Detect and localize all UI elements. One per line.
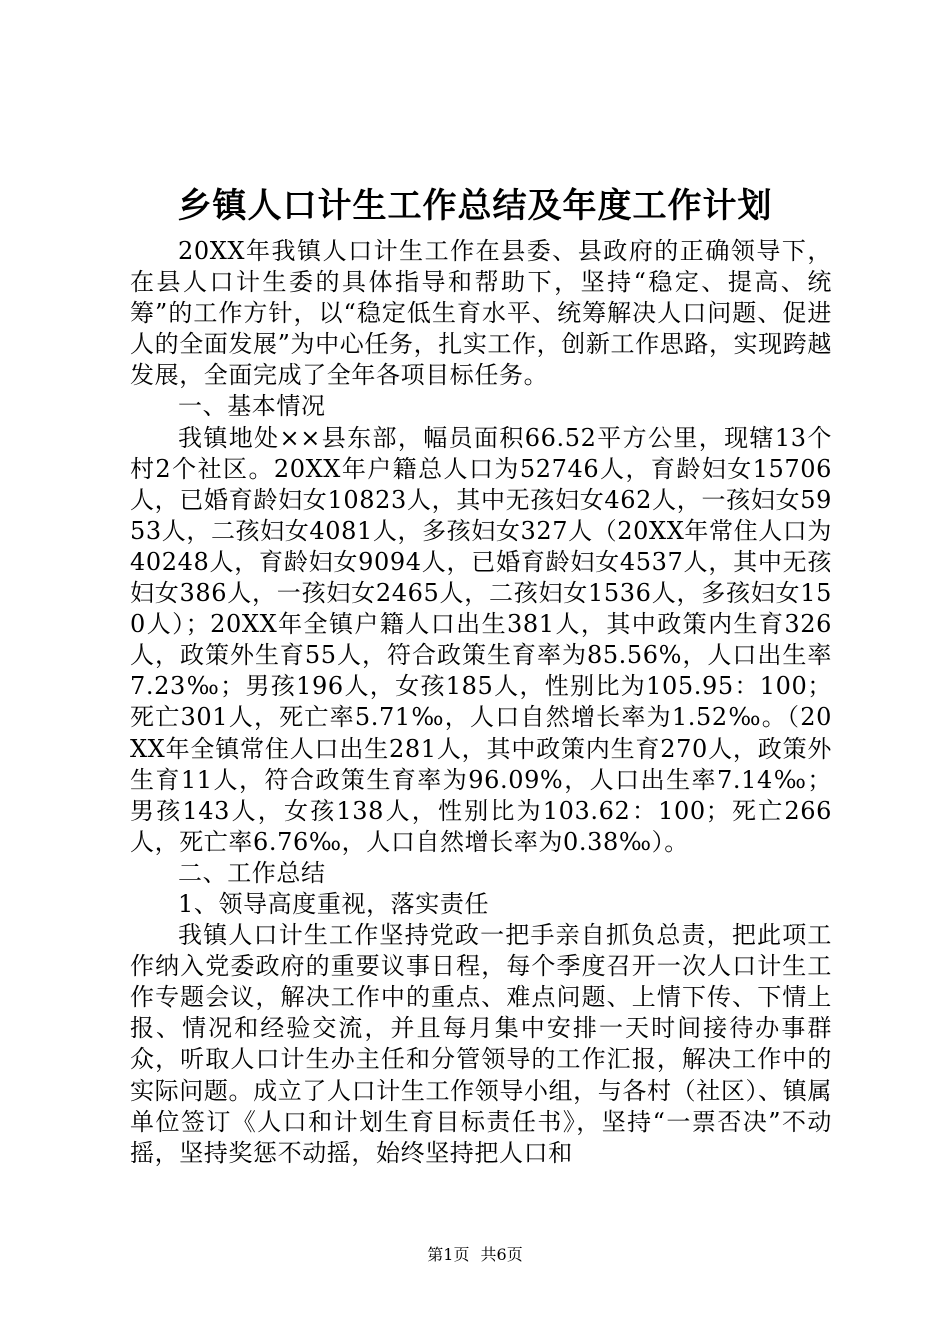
- page-footer: [0, 1244, 950, 1266]
- paragraph-leadership: 我镇人口计生工作坚持党政一把手亲自抓负总责，把此项工作纳入党委政府的重要议事日程，每个季度召开一次人口计生工作专题会议，解决工作中的重点、难点问题、上情下传、下情上报、情况和经验交流，并且每月集中安排一天时间接待办事群众，听取人口计生办主任和分管领导的工作汇报，解决工作中的实际问题。成立了人口计生工作领导小组，与各村（社区）、镇属单位签订《人口和计划生育目标责任书》，坚持“一票否决”不动摇，坚持奖惩不动摇，始终坚持把人口和: [130, 921, 832, 1167]
- page-total: 共6页: [480, 1245, 523, 1264]
- page-number: 第1页: [427, 1245, 470, 1264]
- document-body: [130, 236, 832, 1169]
- document-title: 乡镇人口计生工作总结及年度工作计划: [177, 186, 773, 226]
- section-heading-basic-situation: 一、基本情况: [178, 392, 326, 421]
- subheading-leadership: 1、领导高度重视，落实责任: [178, 889, 490, 918]
- section-heading-work-summary: 二、工作总结: [178, 858, 326, 887]
- paragraph-intro: 20XX年我镇人口计生工作在县委、县政府的正确领导下，在县人口计生委的具体指导和帮助下，坚持“稳定、提高、统筹”的工作方针，以“稳定低生育水平、统筹解决人口问题、促进人的全面发展”为中心任务，扎实工作，创新工作思路，实现跨越发展，全面完成了全年各项目标任务。: [130, 237, 832, 390]
- paragraph-basic-situation: 我镇地处××县东部，幅员面积66.52平方公里，现辖13个村2个社区。20XX年户籍总人口为52746人，育龄妇女15706人，已婚育龄妇女10823人，其中无孩妇女462人，一孩妇女5953人，二孩妇女4081人，多孩妇女327人（20XX年常住人口为40248人，育龄妇女9094人，已婚育龄妇女4537人，其中无孩妇女386人，一孩妇女2465人，二孩妇女1536人，多孩妇女150人）；20XX年全镇户籍人口出生381人，其中政策内生育326人，政策外生育55人，符合政策生育率为85.56%，人口出生率7.23‰；男孩196人，女孩185人，性别比为105.95：100；死亡301人，死亡率5.71‰，人口自然增长率为1.52‰。（20XX年全镇常住人口出生281人，其中政策内生育270人，政策外生育11人，符合政策生育率为96.09%，人口出生率7.14‰；男孩143人，女孩138人，性别比为103.62：100；死亡266人，死亡率6.76‰，人口自然增长率为0.38‰）。: [130, 423, 832, 856]
